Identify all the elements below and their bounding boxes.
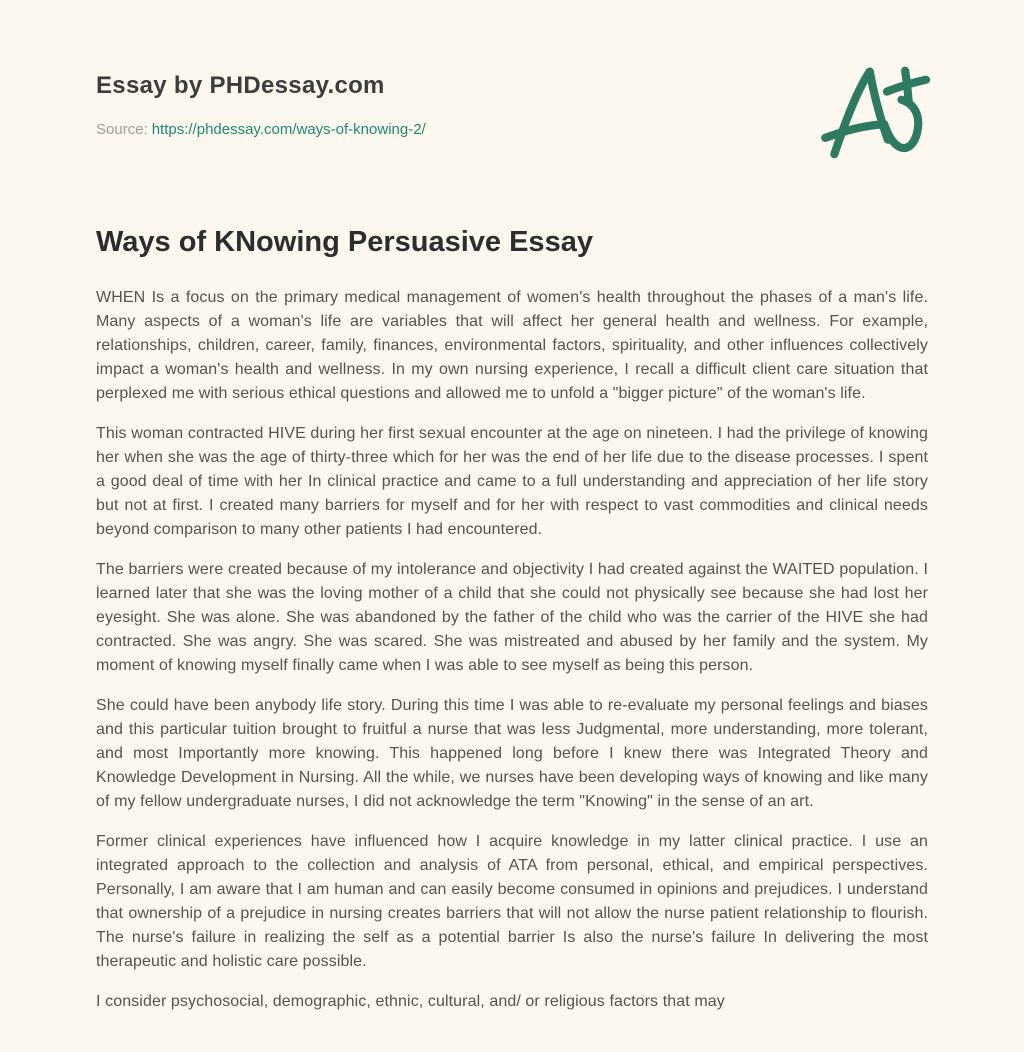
essay-body [96, 286, 928, 1014]
source-line [96, 121, 928, 139]
source-url-link[interactable]: https://phdessay.com/ways-of-knowing-2/ [151, 120, 426, 138]
source-label: Source: [96, 120, 148, 138]
phdessay-a-plus-logo [818, 58, 936, 176]
essay-paragraph: I consider psychosocial, demographic, ethnic, cultural, and/ or religious factors that may [96, 992, 725, 1010]
site-title: Essay by PHDessay.com [96, 72, 385, 99]
essay-paragraph: WHEN Is a focus on the primary medical management of women's health throughout the phases of a man's life. Many aspects of a woman's life are variables that will affect her general health and wellness. For example, relationships, children, career, family, finances, environmental factors, spirituality, and other influences collectively impact a woman's health and wellness. In my own nursing experience, I recall a difficult client care situation that perplexed me with serious ethical questions and allowed me to unfold a "bigger picture" of the woman's life. [96, 288, 928, 402]
a-plus-logo-icon [818, 58, 936, 176]
essay-title: Ways of KNowing Persuasive Essay [96, 225, 593, 258]
essay-paragraph: The barriers were created because of my intolerance and objectivity I had created against the WAITED population. I learned later that she was the loving mother of a child that she could not physically see because she had lost her eyesight. She was alone. She was abandoned by the father of the child who was the carrier of the HIVE she had contracted. She was angry. She was scared. She was mistreated and abused by her family and the system. My moment of knowing myself finally came when I was able to see myself as being this person. [96, 560, 928, 674]
essay-paragraph: She could have been anybody life story. During this time I was able to re-evaluate my personal feelings and biases and this particular tuition brought to fruitful a nurse that was less Judgmental, more understanding, more tolerant, and most Importantly more knowing. This happened long before I knew there was Integrated Theory and Knowledge Development in Nursing. All the while, we nurses have been developing ways of knowing and like many of my fellow undergraduate nurses, I did not acknowledge the term "Knowing" in the sense of an art. [96, 696, 928, 810]
essay-paragraph: Former clinical experiences have influenced how I acquire knowledge in my latter clinical practice. I use an integrated approach to the collection and analysis of ATA from personal, ethical, and empirical perspectives. Personally, I am aware that I am human and can easily become consumed in opinions and prejudices. I understand that ownership of a prejudice in nursing creates barriers that will not allow the nurse patient relationship to flourish. The nurse's failure in realizing the self as a potential barrier Is also the nurse's failure In delivering the most therapeutic and holistic care possible. [96, 832, 928, 970]
essay-paragraph: This woman contracted HIVE during her first sexual encounter at the age on nineteen. I had the privilege of knowing her when she was the age of thirty-three which for her was the end of her life due to the disease processes. I spent a good deal of time with her In clinical practice and came to a full understanding and appreciation of her life story but not at first. I created many barriers for myself and for her with respect to vast commodities and clinical needs beyond comparison to many other patients I had encountered. [96, 424, 928, 538]
